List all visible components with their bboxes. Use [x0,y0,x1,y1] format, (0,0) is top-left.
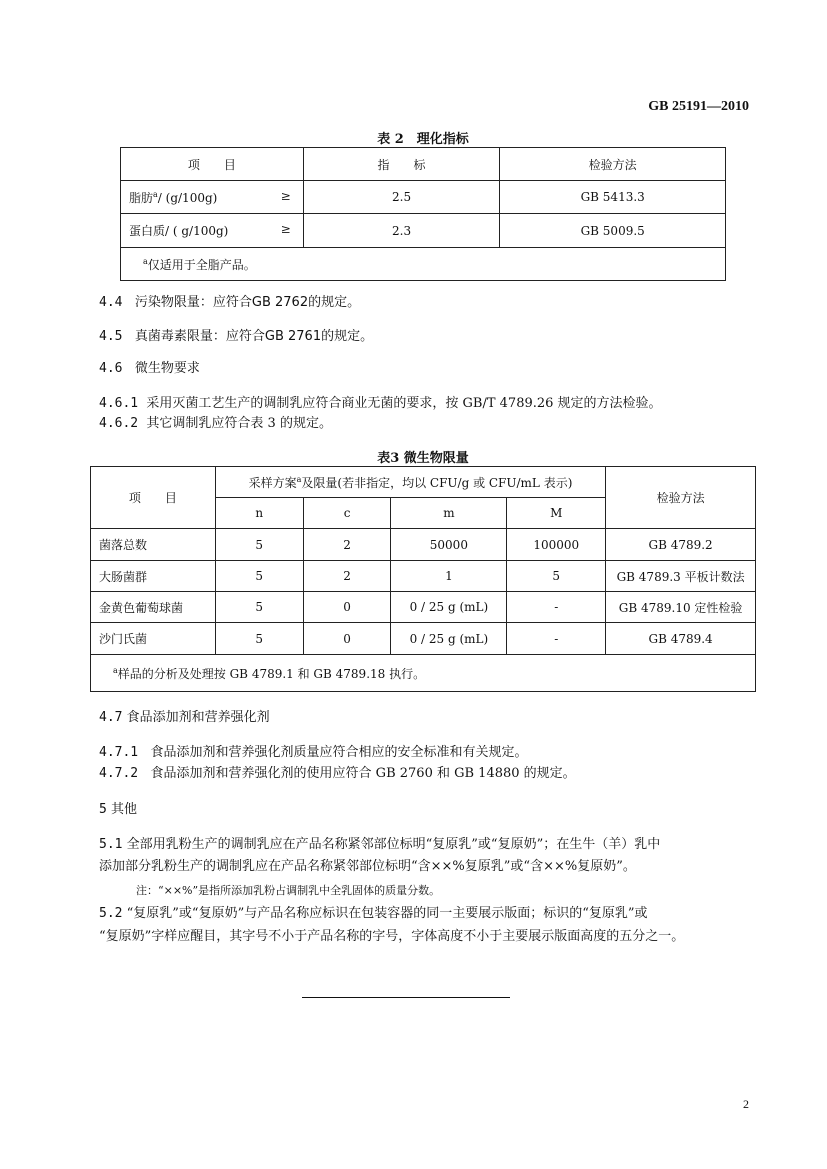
section-5-1-cont: 添加部分乳粉生产的调制乳应在产品名称紧邻部位标明“含××%复原乳”或“含××%复原奶”。 [99,859,636,874]
table3-col-M: M [507,498,606,529]
table2-item-cell: 蛋白质/ ( g/100g) ≥ [121,214,304,248]
section-5-1-note: 注：“××%”是指所添加乳粉占调制乳中全乳固体的质量分数。 [136,884,441,897]
table2-col-index: 指 标 [303,148,500,181]
section-4-6-1: 4.6.1 采用灭菌工艺生产的调制乳应符合商业无菌的要求，按 GB/T 4789.26 规定的方法检验。 [99,396,662,411]
table3-item-cell: 菌落总数 [91,529,216,561]
table3-cell: GB 4789.10 定性检验 [606,592,756,623]
page-number: 2 [743,1097,749,1111]
table2-value-cell: 2.3 [303,214,500,248]
standard-number: GB 25191—2010 [648,99,749,114]
table3-cell: 5 [215,561,303,592]
section-4-7-1: 4.7.1 食品添加剂和营养强化剂质量应符合相应的安全标准和有关规定。 [99,745,528,760]
table3-cell: 1 [391,561,507,592]
table2-note: $^a$仅适用于全脂产品。 [121,248,726,281]
table3-cell: 2 [303,529,391,561]
table3-note-row [91,655,756,692]
table3-col-n: n [215,498,303,529]
table3-cell: 0 [303,592,391,623]
table3-cell: 5 [215,623,303,655]
table3-cell: 5 [507,561,606,592]
section-4-7: 4.7 食品添加剂和营养强化剂 [99,710,270,725]
table3-cell: 0 / 25 g (mL) [391,592,507,623]
table-row [91,592,756,623]
table-row [121,214,726,248]
table3-col-method: 检验方法 [606,467,756,529]
table3-col-item: 项 目 [91,467,216,529]
table3-cell: 100000 [507,529,606,561]
table2-caption: 表 2 理化指标 [377,132,469,147]
table2-value-cell: 2.5 [303,181,500,214]
table2-header-row [121,148,726,181]
table-row [91,623,756,655]
table3-header-row [91,467,756,498]
table3-caption: 表3 微生物限量 [377,451,469,466]
section-5-2-cont: “复原奶”字样应醒目，其字号不小于产品名称的字号，字体高度不小于主要展示版面高度的五分之一。 [99,929,685,944]
table3-cell: - [507,592,606,623]
table3-item-cell: 大肠菌群 [91,561,216,592]
table3-col-plan: 采样方案$^a$及限量(若非指定，均以 CFU/g 或 CFU/mL 表示) [215,467,605,498]
table3-item-cell: 金黄色葡萄球菌 [91,592,216,623]
section-4-5: 4.5 真菌毒素限量：应符合GB 2761的规定。 [99,329,374,344]
section-4-6: 4.6 微生物要求 [99,361,200,376]
table3-cell: 50000 [391,529,507,561]
table3-cell: 5 [215,529,303,561]
table3-cell: GB 4789.2 [606,529,756,561]
table2-method-cell: GB 5009.5 [500,214,726,248]
table3-cell: GB 4789.3 平板计数法 [606,561,756,592]
table2-col-method: 检验方法 [500,148,726,181]
table2-item-cell: 脂肪$^a$/ (g/100g) ≥ [121,181,304,214]
table2-col-item: 项 目 [121,148,304,181]
table3 [90,466,756,692]
section-4-4: 4.4 污染物限量：应符合GB 2762的规定。 [99,295,361,310]
section-5-2: 5.2 “复原乳”或“复原奶”与产品名称应标识在包装容器的同一主要展示版面；标识的“复原乳”或 [99,906,648,921]
table2-method-cell: GB 5413.3 [500,181,726,214]
section-5: 5 其他 [99,802,137,817]
end-rule [302,997,510,998]
table3-col-c: c [303,498,391,529]
table3-col-m: m [391,498,507,529]
table3-note: $^a$样品的分析及处理按 GB 4789.1 和 GB 4789.18 执行。 [91,655,756,692]
table2 [120,147,726,281]
table3-cell: 0 / 25 g (mL) [391,623,507,655]
table3-cell: - [507,623,606,655]
table3-cell: 5 [215,592,303,623]
table3-item-cell: 沙门氏菌 [91,623,216,655]
section-5-1: 5.1 全部用乳粉生产的调制乳应在产品名称紧邻部位标明“复原乳”或“复原奶”；在生牛（羊）乳中 [99,837,661,852]
table-row [91,529,756,561]
table3-cell: 0 [303,623,391,655]
section-4-7-2: 4.7.2 食品添加剂和营养强化剂的使用应符合 GB 2760 和 GB 14880 的规定。 [99,766,576,781]
table-row [121,181,726,214]
table-row [91,561,756,592]
table3-cell: GB 4789.4 [606,623,756,655]
table3-cell: 2 [303,561,391,592]
table2-note-row [121,248,726,281]
section-4-6-2: 4.6.2 其它调制乳应符合表 3 的规定。 [99,416,332,431]
